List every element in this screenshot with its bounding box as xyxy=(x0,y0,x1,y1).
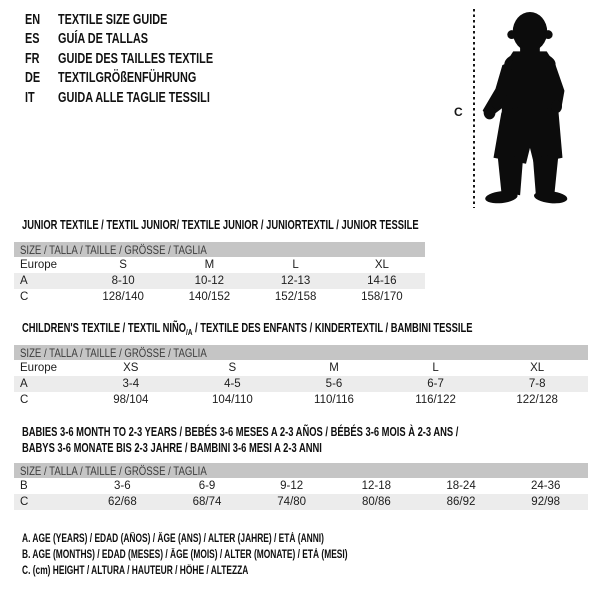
junior-section-title: JUNIOR TEXTILE / TEXTIL JUNIOR/ TEXTILE JUNIOR / JUNIORTEXTIL / JUNIOR TESSILE xyxy=(22,218,419,232)
table-cell: 24-36 xyxy=(530,480,561,492)
babies-size-header-bar xyxy=(14,463,588,478)
table-row xyxy=(14,360,588,376)
row-label: Europe xyxy=(20,259,58,271)
junior-size-table xyxy=(14,242,425,305)
table-cell: 10-12 xyxy=(194,275,225,287)
children-size-table xyxy=(14,345,588,408)
row-label: C xyxy=(20,496,29,508)
children-size-header-bar xyxy=(14,345,588,360)
lang-row-fr xyxy=(25,49,213,69)
table-cell: 74/80 xyxy=(277,496,307,508)
children-title-prefix: CHILDREN'S TEXTILE / TEXTIL NIÑO xyxy=(22,321,187,335)
legend-line-a: A. AGE (YEARS) / EDAD (AÑOS) / ÂGE (ANS) / ALTER (JAHRE) / ETÀ (ANNI) xyxy=(22,533,324,545)
height-label-c: C xyxy=(454,105,463,119)
table-cell: 68/74 xyxy=(192,496,222,508)
table-cell: XL xyxy=(530,362,545,374)
table-cell: 86/92 xyxy=(446,496,476,508)
lang-code: DE xyxy=(25,70,41,87)
table-cell: 152/158 xyxy=(274,291,317,303)
children-title-subscript: /A xyxy=(186,326,193,337)
lang-row-es xyxy=(25,30,213,50)
lang-title: TEXTILE SIZE GUIDE xyxy=(58,11,168,28)
height-dashed-line xyxy=(473,9,475,208)
table-cell: 140/152 xyxy=(188,291,231,303)
table-row xyxy=(14,392,588,408)
measure-legend xyxy=(22,533,468,581)
row-label: Europe xyxy=(20,362,58,374)
table-cell: M xyxy=(329,362,339,374)
table-cell: 6-9 xyxy=(198,480,216,492)
lang-title: TEXTILGRÖßENFÜHRUNG xyxy=(58,70,197,87)
row-label: A xyxy=(20,378,28,390)
table-cell: M xyxy=(204,259,215,271)
table-row xyxy=(14,257,425,273)
lang-code: EN xyxy=(25,11,41,28)
height-measure-figure xyxy=(452,8,582,212)
table-row xyxy=(14,478,588,494)
table-cell: 3-6 xyxy=(114,480,131,492)
table-cell: XS xyxy=(123,362,139,374)
table-cell: 3-4 xyxy=(122,378,140,390)
table-row xyxy=(14,273,425,289)
lang-code: IT xyxy=(25,89,35,106)
table-cell: 12-18 xyxy=(361,480,392,492)
size-header-label: SIZE / TALLA / TAILLE / GRÖSSE / TAGLIA xyxy=(20,463,207,478)
table-cell: 12-13 xyxy=(280,275,311,287)
junior-size-header-bar xyxy=(14,242,425,257)
lang-title: GUIDE DES TAILLES TEXTILE xyxy=(58,50,214,67)
table-cell: 122/128 xyxy=(516,394,558,406)
table-cell: XL xyxy=(374,259,389,271)
lang-code: FR xyxy=(25,50,40,67)
table-cell: 116/122 xyxy=(415,394,456,406)
table-cell: 9-12 xyxy=(280,480,304,492)
table-row xyxy=(14,376,588,392)
table-cell: 80/86 xyxy=(361,496,391,508)
babies-title-line1: BABIES 3-6 MONTH TO 2-3 YEARS / BEBÉS 3-6 MESES A 2-3 AÑOS / BÉBÉS 3-6 MOIS À 2-3 ANS / xyxy=(22,425,459,439)
lang-row-it xyxy=(25,88,213,108)
legend-line-b: B. AGE (MONTHS) / EDAD (MESES) / ÂGE (MOIS) / ALTER (MONATE) / ETÀ (MESI) xyxy=(22,549,348,561)
row-label: C xyxy=(20,394,29,406)
table-row xyxy=(14,289,425,305)
babies-section-title xyxy=(22,424,458,456)
lang-code: ES xyxy=(25,31,40,48)
babies-title-line2: BABYS 3-6 MONATE BIS 2-3 JAHRE / BAMBINI 3-6 MESI A 2-3 ANNI xyxy=(22,441,322,455)
row-label: A xyxy=(20,275,28,287)
size-header-label: SIZE / TALLA / TAILLE / GRÖSSE / TAGLIA xyxy=(20,242,207,257)
table-cell: S xyxy=(228,362,237,374)
table-row xyxy=(14,494,588,510)
table-cell: 98/104 xyxy=(113,394,149,406)
table-cell: 104/110 xyxy=(212,394,253,406)
table-cell: 5-6 xyxy=(325,378,343,390)
baby-silhouette-icon xyxy=(480,8,575,210)
table-cell: 62/68 xyxy=(107,496,137,508)
table-cell: 6-7 xyxy=(427,378,444,390)
language-header xyxy=(25,10,276,108)
row-label: B xyxy=(20,480,28,492)
table-cell: 14-16 xyxy=(367,275,397,287)
table-cell: 4-5 xyxy=(224,378,241,390)
children-section-title xyxy=(22,320,472,337)
table-cell: 110/116 xyxy=(314,394,354,406)
lang-row-de xyxy=(25,69,213,89)
legend-line-c: C. (cm) HEIGHT / ALTURA / HAUTEUR / HÖHE / ALTEZZA xyxy=(22,565,249,577)
lang-title: GUÍA DE TALLAS xyxy=(58,31,149,48)
size-header-label: SIZE / TALLA / TAILLE / GRÖSSE / TAGLIA xyxy=(20,345,207,360)
table-cell: 7-8 xyxy=(528,378,546,390)
table-cell: S xyxy=(119,259,127,271)
table-cell: L xyxy=(432,362,439,374)
row-label: C xyxy=(20,291,29,303)
children-title-suffix: / TEXTILE DES ENFANTS / KINDERTEXTIL / BAMBINI TESSILE xyxy=(192,321,473,335)
babies-size-table xyxy=(14,463,588,510)
lang-row-en xyxy=(25,10,213,30)
lang-title: GUIDA ALLE TAGLIE TESSILI xyxy=(58,89,210,106)
table-cell: 128/140 xyxy=(102,291,144,303)
table-cell: 92/98 xyxy=(531,496,561,508)
table-cell: L xyxy=(292,259,299,271)
table-cell: 158/170 xyxy=(361,291,403,303)
table-cell: 18-24 xyxy=(446,480,476,492)
table-cell: 8-10 xyxy=(111,275,135,287)
